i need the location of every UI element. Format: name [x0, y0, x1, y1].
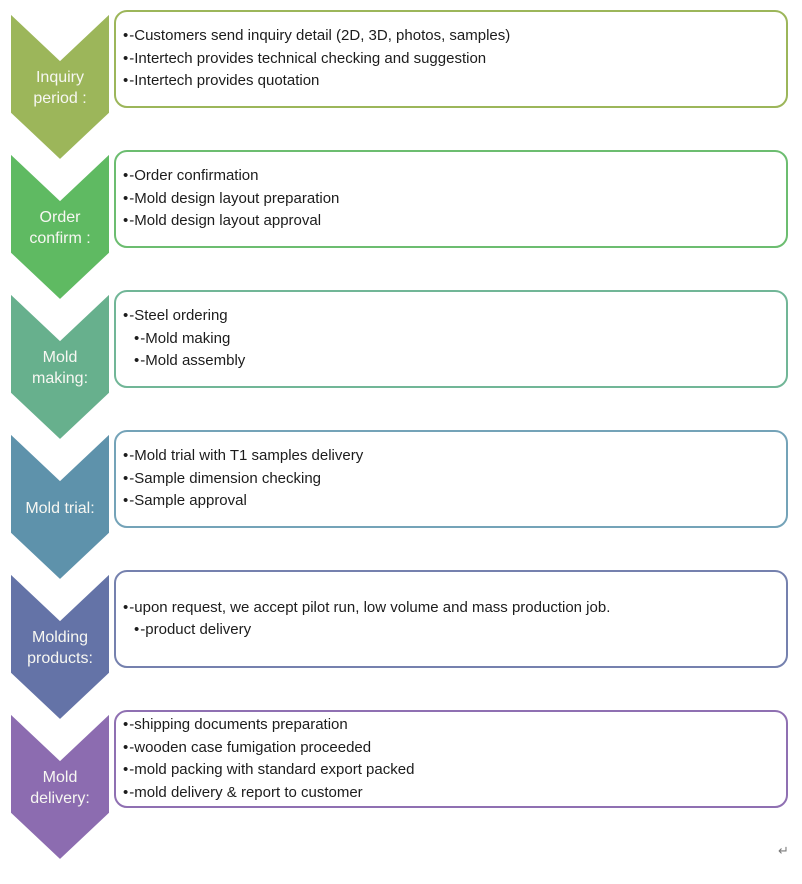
bullet-text: -Order confirmation	[129, 167, 259, 185]
chevron-arrow	[8, 288, 112, 443]
stage-label: Inquiry period :	[33, 69, 87, 107]
bullet-icon: •	[134, 329, 140, 347]
bullet-item	[123, 70, 774, 93]
bullet-text: -mold delivery & report to customer	[129, 783, 363, 801]
bullet-icon: •	[123, 761, 129, 778]
bullet-text: -Mold assembly	[140, 352, 246, 370]
bullet-item	[123, 48, 774, 71]
bullet-text: -product delivery	[140, 621, 252, 638]
bullet-icon: •	[123, 307, 129, 325]
bullet-icon: •	[123, 167, 129, 185]
bullet-text: -Mold trial with T1 samples delivery	[129, 447, 364, 465]
bullet-item	[123, 165, 774, 188]
chevron-arrow	[8, 708, 112, 863]
bullet-icon: •	[123, 447, 129, 465]
bullet-icon: •	[123, 716, 129, 733]
bullet-text: -mold packing with standard export packed	[129, 761, 415, 778]
bullet-text: -Sample approval	[129, 492, 247, 510]
chevron-arrow	[8, 8, 112, 163]
chevron-arrow	[8, 568, 112, 723]
bullet-text: -Steel ordering	[129, 307, 228, 325]
chevron-arrow	[8, 148, 112, 303]
bullet-icon: •	[123, 212, 129, 230]
stage-inquiry-period	[0, 8, 802, 168]
bullet-item	[123, 25, 774, 48]
bullet-text: -Mold design layout approval	[129, 212, 322, 230]
stage-mold-trial	[0, 428, 802, 588]
bullet-item	[123, 490, 774, 513]
bullet-text: -Mold making	[140, 329, 231, 347]
bullet-text: -Intertech provides quotation	[129, 72, 320, 90]
stage-order-confirm	[0, 148, 802, 308]
bullet-item	[134, 619, 774, 642]
bullet-text: -wooden case fumigation proceeded	[129, 738, 372, 756]
bullet-item	[123, 759, 774, 782]
bullet-item	[123, 210, 774, 233]
bullet-item	[123, 445, 774, 468]
bullet-text: -Sample dimension checking	[129, 469, 322, 487]
stage-label: Order confirm :	[29, 209, 91, 247]
bullet-item	[123, 782, 774, 805]
bullet-icon: •	[123, 492, 129, 510]
stage-mold-making	[0, 288, 802, 448]
bullet-text: -upon request, we accept pilot run, low volume and mass production job.	[129, 598, 611, 616]
stage-mold-delivery	[0, 708, 802, 868]
stage-label: Mold delivery:	[30, 769, 90, 807]
bullet-item	[123, 188, 774, 211]
bullet-item	[123, 468, 774, 491]
bullet-icon: •	[123, 189, 129, 207]
stage-label: Mold trial:	[25, 499, 95, 517]
bullet-item	[123, 597, 774, 620]
bullet-icon: •	[123, 738, 129, 756]
stage-molding-products	[0, 568, 802, 728]
chevron-arrow	[8, 428, 112, 583]
bullet-text: -Intertech provides technical checking and suggestion	[129, 49, 487, 67]
bullet-icon: •	[123, 598, 129, 616]
stage-detail-box	[114, 10, 788, 108]
bullet-text: -shipping documents preparation	[129, 716, 348, 733]
bullet-icon: •	[134, 621, 140, 638]
bullet-icon: •	[123, 49, 129, 67]
bullet-item	[134, 350, 774, 373]
bullet-icon: •	[134, 352, 140, 370]
bullet-icon: •	[123, 27, 129, 45]
bullet-icon: •	[123, 783, 129, 801]
bullet-text: -Mold design layout preparation	[129, 189, 340, 207]
stage-label: Molding products:	[27, 629, 93, 667]
bullet-item	[123, 737, 774, 760]
bullet-item	[134, 328, 774, 351]
bullet-icon: •	[123, 469, 129, 487]
stage-label: Mold making:	[31, 349, 89, 387]
line-break-mark: ↵	[778, 843, 789, 858]
bullet-text: -Customers send inquiry detail (2D, 3D, photos, samples)	[129, 27, 511, 45]
bullet-item	[123, 305, 774, 328]
bullet-icon: •	[123, 72, 129, 90]
